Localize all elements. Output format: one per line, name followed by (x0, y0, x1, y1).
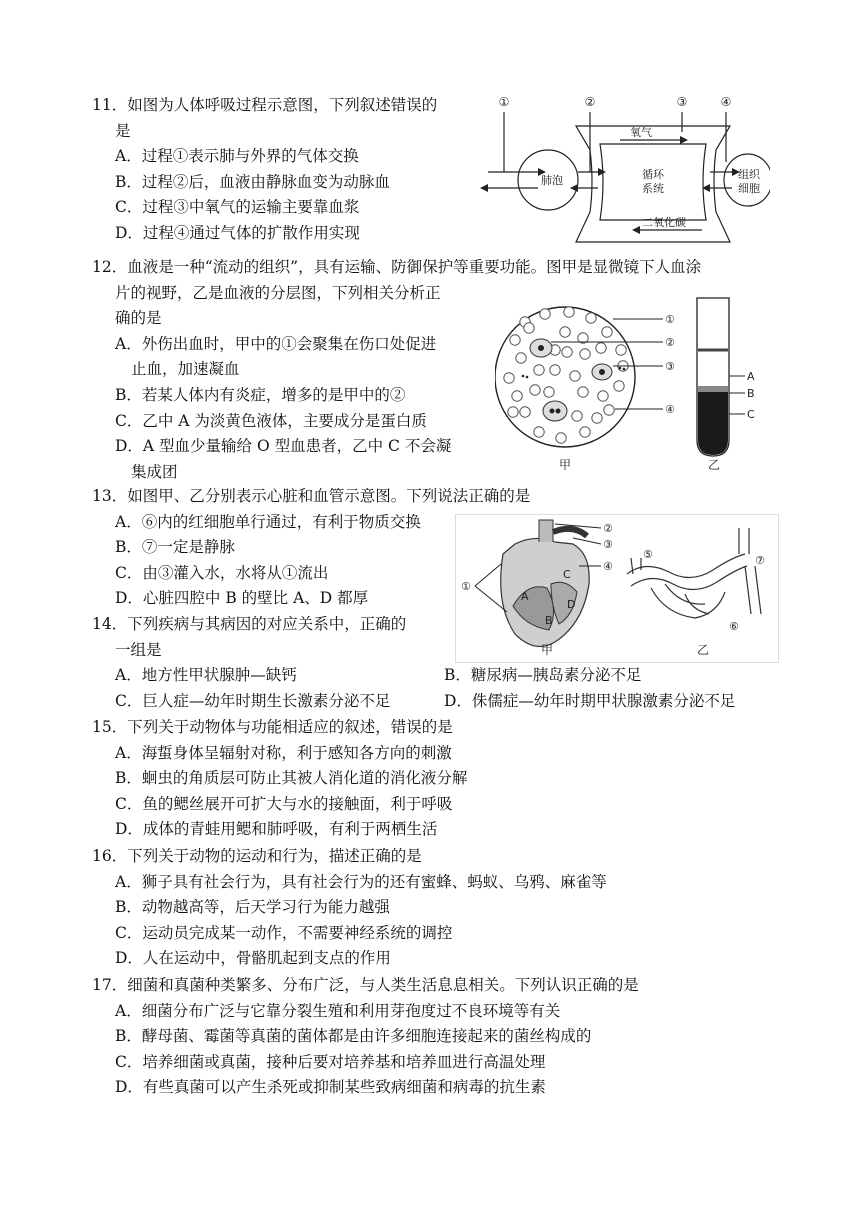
red-blood-cell (604, 405, 614, 415)
q17-option-d: D．有些真菌可以产生杀死或抑制某些致病细菌和病毒的抗生素 (115, 1078, 546, 1097)
q12-option-d-cont: 集成团 (131, 462, 178, 481)
layer-a: A (747, 370, 755, 383)
q15-option-a: A．海蜇身体呈辐射对称，利于感知各方向的刺激 (115, 743, 452, 762)
system-label-2: 系统 (642, 182, 664, 195)
q16-option-c: C．运动员完成某一动作，不需要神经系统的调控 (115, 923, 453, 942)
heart-marker-2: ② (603, 522, 613, 535)
q12-stem-line-1: 12．血液是一种“流动的组织”，具有运输、防御保护等重要功能。图甲是显微镜下人血涂 (92, 258, 702, 276)
red-blood-cell (560, 327, 570, 337)
heart-vessel-diagram (455, 514, 780, 664)
q15-option-c: C．鱼的鳃丝展开可扩大与水的接触面，利于呼吸 (115, 794, 453, 813)
red-blood-cell (580, 349, 590, 359)
q17-option-a: A．细菌分布广泛与它靠分裂生殖和利用芽孢度过不良环境等有关 (115, 1001, 561, 1020)
red-blood-cell (614, 381, 624, 391)
question-17 (92, 973, 639, 1101)
layer-c: C (747, 408, 755, 421)
tissue-label-1: 组织 (738, 168, 760, 181)
q13-option-d: D．心脏四腔中 B 的壁比 A、D 都厚 (115, 589, 369, 608)
q17-option-b: B．酵母菌、霉菌等真菌的菌体都是由许多细胞连接起来的菌丝构成的 (115, 1027, 592, 1046)
q14-option-d: D．侏儒症—幼年时期甲状腺激素分泌不足 (444, 691, 736, 710)
q13-option-c: C．由③灌入水，水将从①流出 (115, 563, 329, 582)
q11-stem-line-2: 是 (115, 121, 131, 140)
co2-label: 二氧化碳 (642, 216, 686, 229)
q16-option-d: D．人在运动中，骨骼肌起到支点的作用 (115, 949, 391, 968)
marker-3: ③ (676, 95, 688, 109)
heart-marker-4: ④ (603, 560, 613, 573)
chamber-b: B (545, 614, 553, 627)
smear-marker-2: ② (665, 336, 675, 349)
red-blood-cell (520, 407, 530, 417)
q12-option-a-cont: 止血，加速凝血 (131, 360, 240, 379)
red-blood-cell (592, 413, 602, 423)
red-blood-cell (524, 323, 534, 333)
q13-stem: 13．如图甲、乙分别表示心脏和血管示意图。下列说法正确的是 (92, 487, 531, 505)
q12-stem-line-3: 确的是 (115, 309, 162, 328)
q12-option-b: B．若某人体内有炎症，增多的是甲中的② (115, 385, 406, 404)
red-blood-cell (512, 391, 522, 401)
q11-stem-line-1: 11．如图为人体呼吸过程示意图，下列叙述错误的 (92, 96, 438, 114)
red-blood-cell (578, 387, 588, 397)
question-11 (92, 93, 437, 247)
red-blood-cell (516, 353, 526, 363)
q13-option-b: B．⑦一定是静脉 (115, 538, 235, 557)
red-blood-cell (598, 391, 608, 401)
smear-marker-1: ① (665, 313, 675, 326)
vessel-marker-7: ⑦ (755, 554, 765, 567)
red-blood-cell (564, 307, 574, 317)
red-blood-cell (534, 365, 544, 375)
system-label-1: 循环 (642, 168, 664, 181)
q14-option-c: C．巨人症—幼年时期生长激素分泌不足 (115, 691, 391, 710)
q16-stem: 16．下列关于动物的运动和行为，描述正确的是 (92, 847, 422, 865)
q16-option-b: B．动物越高等，后天学习行为能力越强 (115, 898, 390, 917)
q12-option-a: A．外伤出血时，甲中的①会聚集在伤口处促进 (115, 334, 437, 353)
marker-4: ④ (720, 95, 732, 109)
red-blood-cell (540, 309, 550, 319)
layer-b: B (747, 387, 755, 400)
q14-row-1 (92, 663, 642, 689)
smear-marker-4: ④ (665, 403, 675, 416)
marker-2: ② (584, 95, 596, 109)
caption-yi-13: 乙 (697, 643, 710, 657)
caption-jia: 甲 (559, 458, 572, 472)
red-blood-cell (508, 407, 518, 417)
blood-smear-diagram (495, 292, 775, 482)
red-blood-cell (504, 373, 514, 383)
q14-row-2 (92, 689, 736, 715)
question-15 (92, 715, 467, 843)
question-16 (92, 844, 607, 972)
q11-option-b: B．过程②后，血液由静脉血变为动脉血 (115, 172, 390, 191)
respiration-diagram (480, 92, 770, 252)
red-blood-cell (596, 343, 606, 353)
q17-stem: 17．细菌和真菌种类繁多、分布广泛，与人类生活息息相关。下列认识正确的是 (92, 976, 639, 994)
heart-marker-3: ③ (603, 538, 613, 551)
caption-yi: 乙 (708, 458, 721, 472)
red-blood-cell (602, 327, 612, 337)
smear-marker-3: ③ (665, 360, 675, 373)
red-blood-cell (570, 371, 580, 381)
tissue-label-2: 细胞 (738, 182, 760, 195)
q14-option-b: B．糖尿病—胰岛素分泌不足 (444, 666, 642, 685)
red-blood-cell (616, 345, 626, 355)
red-blood-cell (550, 365, 560, 375)
red-blood-cell (530, 385, 540, 395)
q15-option-d: D．成体的青蛙用鳃和肺呼吸，有利于两栖生活 (115, 820, 438, 839)
chamber-a: A (521, 590, 529, 603)
q11-option-a: A．过程①表示肺与外界的气体交换 (115, 147, 359, 166)
red-blood-cell (586, 313, 596, 323)
marker-1: ① (498, 95, 510, 109)
q12-option-c: C．乙中 A 为淡黄色液体，主要成分是蛋白质 (115, 411, 427, 430)
q12-option-d: D．A 型血少量输给 O 型血患者，乙中 C 不会凝 (115, 437, 452, 456)
q17-option-c: C．培养细菌或真菌，接种后要对培养基和培养皿进行高温处理 (115, 1052, 546, 1071)
q16-option-a: A．狮子具有社会行为，具有社会行为的还有蜜蜂、蚂蚁、乌鸦、麻雀等 (115, 872, 607, 891)
oxygen-label: 氧气 (630, 126, 652, 139)
red-blood-cell (572, 411, 582, 421)
q12-stem-line-2: 片的视野，乙是血液的分层图，下列相关分析正 (115, 283, 441, 302)
red-blood-cell (544, 387, 554, 397)
q14-stem-line-2: 一组是 (115, 640, 162, 659)
q14-option-a: A．地方性甲状腺肿—缺钙 (115, 666, 297, 685)
vessel-marker-5: ⑤ (643, 548, 653, 561)
q11-option-d: D．过程④通过气体的扩散作用实现 (115, 223, 360, 242)
chamber-d: D (567, 598, 576, 611)
q15-option-b: B．蛔虫的角质层可防止其被人消化道的消化液分解 (115, 769, 468, 788)
q15-stem: 15．下列关于动物体与功能相适应的叙述，错误的是 (92, 718, 453, 736)
question-14 (92, 612, 736, 714)
red-blood-cell (562, 347, 572, 357)
red-blood-cell (510, 335, 520, 345)
red-blood-cell (534, 427, 544, 437)
caption-jia-13: 甲 (541, 643, 554, 657)
q11-option-c: C．过程③中氧气的运输主要靠血浆 (115, 198, 360, 217)
red-blood-cell (580, 427, 590, 437)
chamber-c: C (563, 568, 571, 581)
q14-stem-line-1: 14．下列疾病与其病因的对应关系中，正确的 (92, 615, 407, 633)
q13-option-a: A．⑥内的红细胞单行通过，有利于物质交换 (115, 512, 421, 531)
alveolus-label: 肺泡 (541, 174, 563, 187)
vessel-marker-6: ⑥ (729, 620, 739, 633)
red-blood-cell (556, 433, 566, 443)
heart-marker-1: ① (461, 580, 471, 593)
